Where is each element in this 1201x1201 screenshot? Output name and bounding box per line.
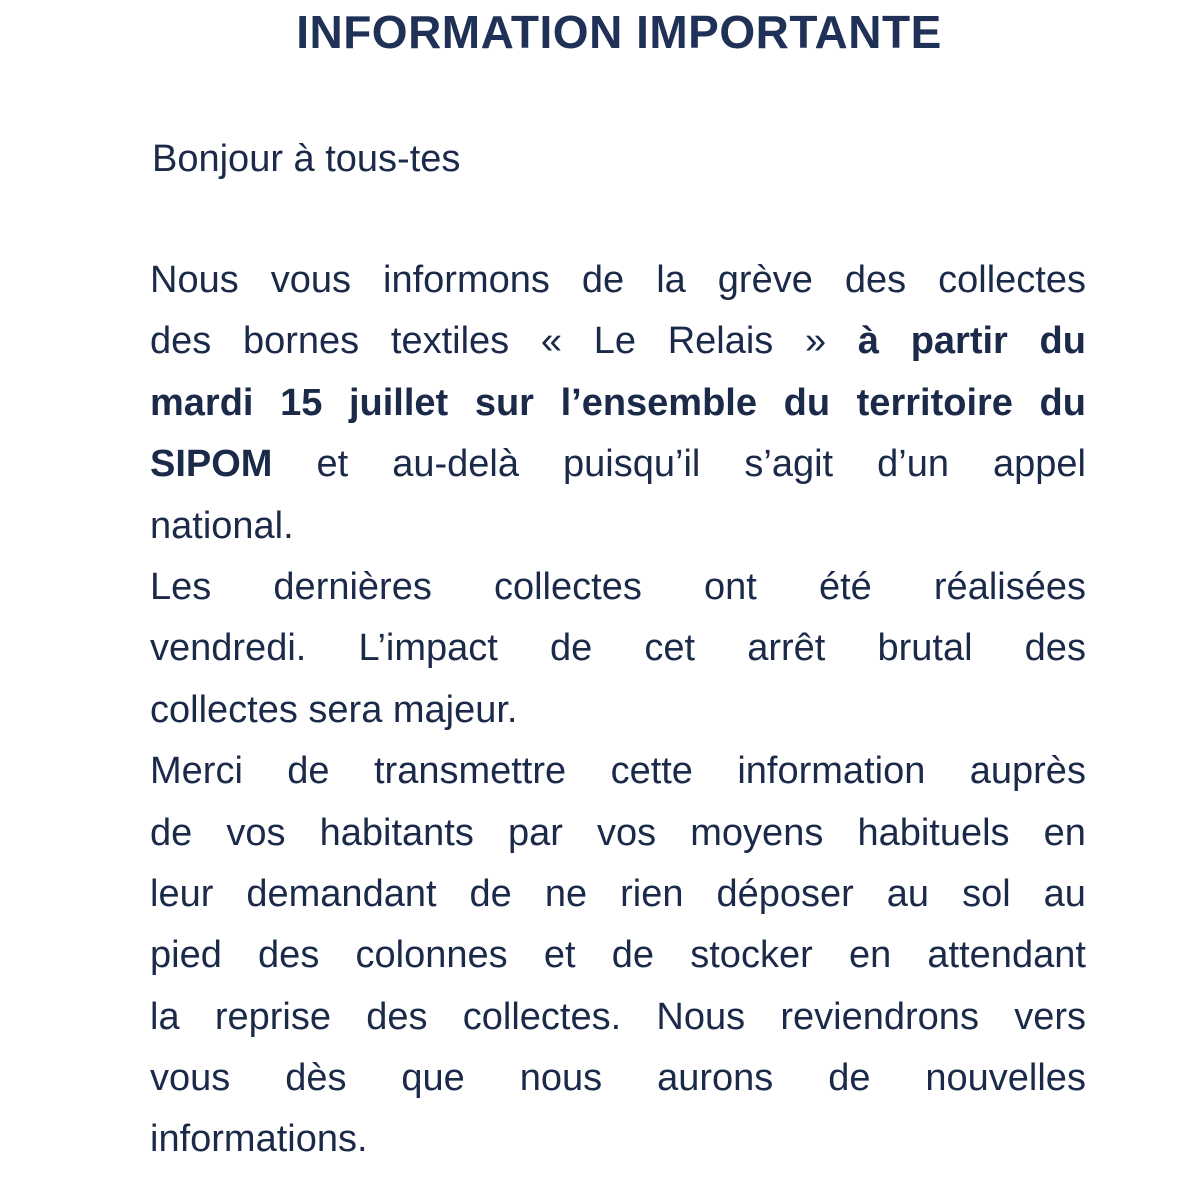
word: déposer bbox=[716, 872, 854, 915]
word: demandant bbox=[246, 872, 437, 915]
body-text bbox=[150, 250, 1086, 1171]
word: des bbox=[844, 259, 907, 301]
word: ne bbox=[544, 872, 588, 915]
word: de bbox=[287, 750, 330, 793]
word: d’un bbox=[877, 443, 949, 486]
word: l’ensemble bbox=[560, 381, 757, 424]
word: textiles bbox=[390, 320, 510, 363]
word: des bbox=[1024, 627, 1086, 670]
word: transmettre bbox=[373, 750, 567, 793]
word: s’agit bbox=[744, 443, 834, 486]
word: aurons bbox=[657, 1057, 774, 1100]
word: été bbox=[818, 565, 872, 608]
word: auprès bbox=[969, 750, 1086, 793]
word: nous bbox=[519, 1057, 603, 1100]
word: brutal bbox=[877, 627, 973, 670]
paragraph-2-line-2 bbox=[150, 618, 1086, 679]
word: information bbox=[737, 750, 926, 793]
paragraph-3-line-4 bbox=[150, 925, 1086, 986]
word: SIPOM bbox=[150, 443, 273, 486]
word: » bbox=[805, 320, 827, 363]
word: sur bbox=[474, 381, 534, 424]
word: vous bbox=[270, 259, 352, 301]
word: de bbox=[611, 934, 655, 977]
word: et bbox=[543, 934, 576, 977]
word: au-delà bbox=[392, 443, 519, 486]
word: des bbox=[366, 995, 428, 1038]
paragraph-1-line-3 bbox=[150, 373, 1086, 434]
word: Nous bbox=[656, 995, 746, 1038]
word: stocker bbox=[690, 934, 813, 977]
word: territoire bbox=[856, 381, 1013, 424]
paragraph-3-line-2 bbox=[150, 803, 1086, 864]
word: habituels bbox=[857, 811, 1010, 854]
page-title: INFORMATION IMPORTANTE bbox=[296, 6, 942, 58]
word: en bbox=[1043, 811, 1086, 854]
word: la bbox=[656, 259, 686, 301]
word: arrêt bbox=[747, 627, 826, 670]
word: que bbox=[401, 1057, 465, 1100]
word: des bbox=[258, 934, 320, 977]
word: Relais bbox=[667, 320, 774, 363]
paragraph-2-line-3: collectes sera majeur. bbox=[150, 688, 518, 731]
word: grève bbox=[717, 259, 813, 301]
word: appel bbox=[993, 443, 1086, 486]
word: de bbox=[150, 811, 193, 854]
word: de bbox=[549, 627, 593, 670]
word: reprise bbox=[214, 995, 331, 1038]
word: pied bbox=[150, 934, 222, 977]
paragraph-1-line-4 bbox=[150, 434, 1086, 495]
word: au bbox=[1043, 872, 1086, 915]
word: réalisées bbox=[933, 565, 1086, 608]
word: Merci bbox=[150, 750, 243, 793]
word: mardi bbox=[150, 381, 254, 424]
word: collectes. bbox=[462, 995, 622, 1038]
word: Nous bbox=[150, 259, 239, 301]
word: des bbox=[150, 320, 212, 363]
word: ont bbox=[703, 565, 757, 608]
word: vendredi. bbox=[150, 627, 307, 670]
word: cette bbox=[610, 750, 693, 793]
word: nouvelles bbox=[925, 1057, 1086, 1100]
word: dès bbox=[285, 1057, 347, 1100]
word: vous bbox=[150, 1057, 231, 1100]
paragraph-3-line-7: informations. bbox=[150, 1118, 368, 1161]
word: reviendrons bbox=[780, 995, 979, 1038]
word: et bbox=[316, 443, 349, 486]
word: 15 bbox=[280, 381, 323, 424]
paragraph-3-line-5 bbox=[150, 987, 1086, 1048]
word: rien bbox=[620, 872, 684, 915]
word: colonnes bbox=[355, 934, 508, 977]
paragraph-3-line-3 bbox=[150, 864, 1086, 925]
word: de bbox=[828, 1057, 871, 1100]
word: de bbox=[581, 259, 625, 301]
word: cet bbox=[644, 627, 696, 670]
paragraph-1-line-1 bbox=[150, 250, 1086, 311]
word: du bbox=[1039, 381, 1086, 424]
greeting: Bonjour à tous-tes bbox=[152, 138, 461, 180]
word: par bbox=[507, 811, 563, 854]
word: bornes bbox=[242, 320, 360, 363]
word: habitants bbox=[319, 811, 474, 854]
word: informons bbox=[383, 259, 550, 301]
word: vers bbox=[1014, 995, 1086, 1038]
word: L’impact bbox=[358, 627, 498, 670]
word: moyens bbox=[690, 811, 824, 854]
word: attendant bbox=[927, 934, 1086, 977]
paragraph-1-line-2 bbox=[150, 311, 1086, 372]
word: leur bbox=[150, 872, 214, 915]
paragraph-2-line-1 bbox=[150, 557, 1086, 618]
word: vos bbox=[226, 811, 286, 854]
word: du bbox=[1039, 320, 1086, 363]
word: Le bbox=[593, 320, 636, 363]
word: de bbox=[469, 872, 512, 915]
paragraph-1-line-5: national. bbox=[150, 504, 294, 547]
word: la bbox=[150, 995, 180, 1038]
paragraph-3-line-6 bbox=[150, 1048, 1086, 1109]
word: à bbox=[857, 320, 879, 363]
word: vos bbox=[597, 811, 657, 854]
word: partir bbox=[910, 320, 1008, 363]
word: en bbox=[848, 934, 892, 977]
paragraph-3-line-1 bbox=[150, 741, 1086, 802]
word: du bbox=[783, 381, 831, 424]
word: collectes bbox=[493, 565, 642, 608]
word: puisqu’il bbox=[563, 443, 701, 486]
word: « bbox=[540, 320, 563, 363]
word: juillet bbox=[348, 381, 449, 424]
word: Les bbox=[150, 565, 212, 608]
word: dernières bbox=[273, 565, 432, 608]
word: au bbox=[886, 872, 930, 915]
word: collectes bbox=[938, 259, 1086, 301]
word: sol bbox=[962, 872, 1011, 915]
